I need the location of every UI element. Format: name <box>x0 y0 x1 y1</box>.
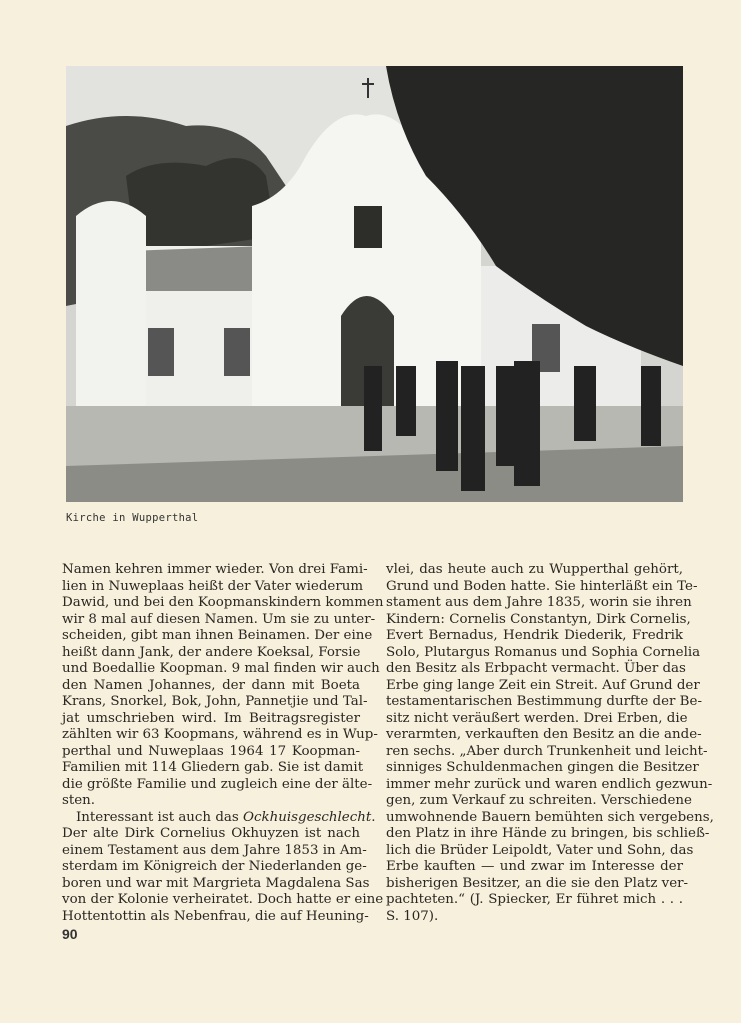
page-number: 90 <box>62 926 78 942</box>
line-text: die größte Familie und zugleich eine der älte- <box>62 776 373 792</box>
line-text: Interessant ist auch das <box>76 809 243 825</box>
left-column <box>62 562 384 925</box>
text-line <box>62 842 367 860</box>
line-text: heißt dann Jank, der andere Koeksal, Forsie <box>62 644 361 660</box>
text-line <box>62 875 370 893</box>
text-line: den Platz in ihre Hände zu bringen, bis schließ- <box>386 826 710 841</box>
text-line <box>62 645 360 662</box>
line-text: Dawid, und bei den Koopmanskindern kommen <box>62 595 384 610</box>
text-line: immer mehr zurück und waren endlich gezwun- <box>386 776 713 792</box>
text-line <box>62 727 378 744</box>
line-text: perthal und Nuweplaas 1964 17 Koopman- <box>62 743 360 759</box>
line-text: boren und war mit Margrieta Magdalena Sas <box>62 875 370 891</box>
text-line <box>62 826 360 843</box>
text-line: pachteten.“ (J. Spiecker, Er führet mich . . . <box>386 892 683 907</box>
line-text: Familien mit 114 Gliedern gab. Sie ist damit <box>62 760 364 775</box>
text-line <box>62 760 364 777</box>
text-line <box>62 776 373 794</box>
line-text: lien in Nuweplaas heißt der Vater wiederum <box>62 578 364 594</box>
text-line <box>62 908 369 926</box>
text-line <box>62 694 368 711</box>
line-text: den Namen Johannes, der dann mit Boeta <box>62 677 360 693</box>
line-text: Namen kehren immer wieder. Von drei Fami- <box>62 562 368 577</box>
line-text: wir 8 mal auf diesen Namen. Um sie zu unter- <box>62 611 376 627</box>
text-line <box>62 859 367 876</box>
text-line: Solo, Plutargus Romanus und Sophia Cornelia <box>386 644 701 660</box>
bell-tower <box>76 216 146 406</box>
right-column <box>386 562 714 925</box>
text-line: den Besitz als Erbpacht vermacht. Über das <box>386 661 686 676</box>
line-text: Krans, Snorkel, Bok, John, Pannetjie und Tal- <box>62 694 368 709</box>
text-line: umwohnende Bauern bemühten sich vergebens, <box>386 809 714 825</box>
text-line: Evert Bernadus, Hendrik Diederik, Fredrik <box>386 628 683 643</box>
church-photo <box>66 66 683 502</box>
text-line: vlei, das heute auch zu Wupperthal gehört, <box>386 562 683 577</box>
text-line <box>62 711 360 728</box>
line-text: sterdam im Königreich der Niederlanden ge- <box>62 859 367 874</box>
text-line: gen, zum Verkauf zu schreiten. Verschiedene <box>386 793 692 808</box>
text-line: verarmten, verkauften den Besitz an die ande- <box>386 727 702 742</box>
text-line: bisherigen Besitzer, an die sie den Platz ver- <box>386 875 689 891</box>
text-line: Erbe kauften — und zwar im Interesse der <box>386 859 683 874</box>
text-line: Erbe ging lange Zeit ein Streit. Auf Grund der <box>386 677 700 693</box>
text-line <box>62 578 364 596</box>
text-line <box>62 595 384 612</box>
line-text: einem Testament aus dem Jahre 1853 in Am- <box>62 842 367 858</box>
line-text: sten. <box>62 793 96 808</box>
text-line: Kindern: Cornelis Constantyn, Dirk Cornelis, <box>386 611 691 627</box>
text-line <box>62 744 360 761</box>
text-line <box>62 678 360 695</box>
text-line <box>62 611 376 629</box>
line-text: Hottentottin als Nebenfrau, die auf Heuning- <box>62 908 369 924</box>
italic-term: Ockhuisgeschlecht <box>243 809 372 825</box>
line-text: und Boedallie Koopman. 9 mal finden wir auch <box>62 661 380 676</box>
text-line <box>62 809 376 827</box>
line-text: scheiden, gibt man ihnen Beinamen. Der eine <box>62 628 373 643</box>
text-line: S. 107). <box>386 908 439 924</box>
text-line: testamentarischen Bestimmung durfte der Be- <box>386 694 702 709</box>
text-line: sitz nicht veräußert werden. Drei Erben, die <box>386 710 688 726</box>
line-text: Der alte Dirk Cornelius Okhuyzen ist nach <box>62 826 360 841</box>
text-line <box>62 628 373 645</box>
text-line: Grund und Boden hatte. Sie hinterläßt ein Te- <box>386 578 698 594</box>
line-text: von der Kolonie verheiratet. Doch hatte er eine <box>62 892 384 907</box>
text-line <box>62 661 380 678</box>
line-text: zählten wir 63 Koopmans, während es in Wup- <box>62 727 378 742</box>
text-line: ren sechs. „Aber durch Trunkenheit und leicht- <box>386 743 708 759</box>
line-text: jat umschrieben wird. Im Beitragsregister <box>62 710 360 726</box>
line-text: . <box>371 809 376 825</box>
photo-caption: Kirche in Wupperthal <box>66 512 199 524</box>
text-line <box>62 892 384 909</box>
text-line <box>62 793 360 810</box>
text-line: lich die Brüder Leipoldt, Vater und Sohn, das <box>386 842 694 858</box>
text-line <box>62 562 368 579</box>
text-line: sinniges Schuldenmachen gingen die Besitzer <box>386 760 699 775</box>
text-line: stament aus dem Jahre 1835, worin sie ihren <box>386 595 692 610</box>
